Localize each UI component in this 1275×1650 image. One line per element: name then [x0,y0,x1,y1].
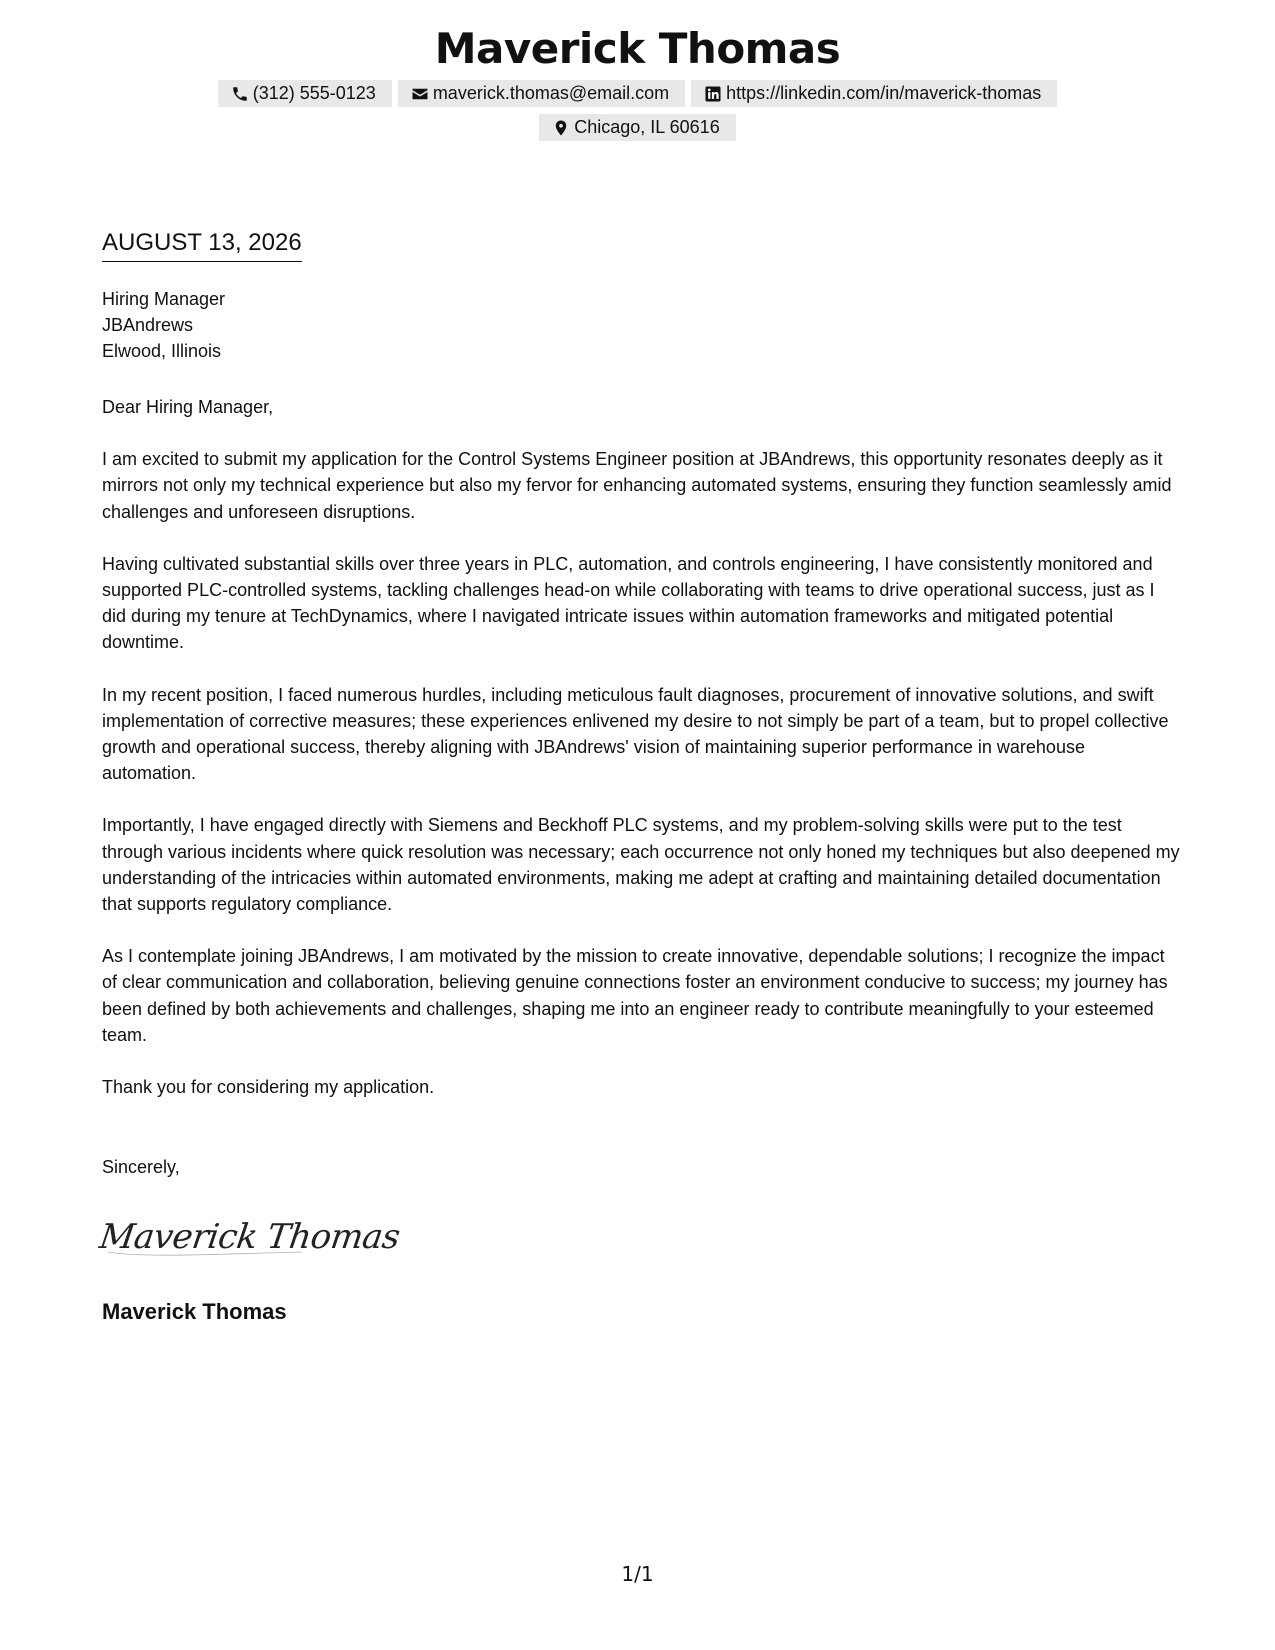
letter-body [102,394,1182,1126]
linkedin-chip [691,80,1057,107]
body-paragraph: Having cultivated substantial skills over three years in PLC, automation, and controls engineering, I have consistently monitored and supported PLC-controlled systems, tackling challenges head-on while collaborating with teams to drive operational success, just as I did during my tenure at TechDynamics, where I navigated intricate issues within automation frameworks and mitigated potential downtime. [102,553,1155,653]
contact-row-primary [0,80,1275,107]
signature-graphic [97,1208,403,1264]
location-chip [539,114,735,141]
email-chip [398,80,685,107]
body-paragraph: As I contemplate joining JBAndrews, I am motivated by the mission to create innovative, dependable solutions; I recognize the impact of clear communication and collaboration, believing genuine connections foster an environment conducive to success; my journey has been defined by both achievements and challenges, shaping me into an engineer ready to contribute meaningfully to your esteemed team. [102,946,1168,1045]
map-pin-icon [552,119,570,137]
closing-line: Sincerely, [102,1157,180,1177]
signed-name: Maverick Thomas [102,1299,287,1324]
page-indicator: 1/1 [621,1562,654,1586]
phone-chip [218,80,392,107]
applicant-name: Maverick Thomas [434,24,841,73]
body-paragraph: Thank you for considering my application. [102,1077,435,1098]
recipient-company: JBAndrews [102,315,194,335]
signature-script: Maverick Thomas [97,1217,403,1257]
recipient-block [102,286,225,364]
envelope-icon [411,85,429,103]
location-text: Chicago, IL 60616 [574,117,720,137]
body-paragraph: I am excited to submit my application for the Control Systems Engineer position at JBAndrews, this opportunity resonates deeply as it mirrors not only my technical experience but also my fervor for enhancing automated systems, ensuring they function seamlessly amid challenges and unforeseen disruptions. [102,449,1172,522]
handwritten-signature [97,1208,403,1269]
phone-icon [231,85,249,103]
letter-date: AUGUST 13, 2026 [102,228,302,262]
body-paragraph: In my recent position, I faced numerous hurdles, including meticulous fault diagnoses, procurement of innovative solutions, and swift implementation of corrective measures; these experiences enlivened my desire to not simply be part of a team, but to propel collective growth and operational success, thereby aligning with JBAndrews' vision of maintaining superior performance in warehouse automation. [102,684,1169,784]
contact-row-secondary [0,114,1275,141]
phone-text: (312) 555-0123 [252,83,376,103]
body-paragraph: Importantly, I have engaged directly with Siemens and Beckhoff PLC systems, and my problem-solving skills were put to the test through various incidents where quick resolution was necessary; each occurrence not only honed my techniques but also deepened my understanding of the intricacies within automated environments, making me adept at crafting and maintaining detailed documentation that supports regulatory compliance. [102,815,1180,915]
email-text: maverick.thomas@email.com [432,83,670,103]
linkedin-icon [704,85,722,103]
recipient-title: Hiring Manager [102,289,226,309]
linkedin-text: https://linkedin.com/in/maverick-thomas [726,83,1042,103]
letter-header [0,20,1275,141]
salutation: Dear Hiring Manager, [102,397,274,417]
recipient-location: Elwood, Illinois [102,341,222,361]
